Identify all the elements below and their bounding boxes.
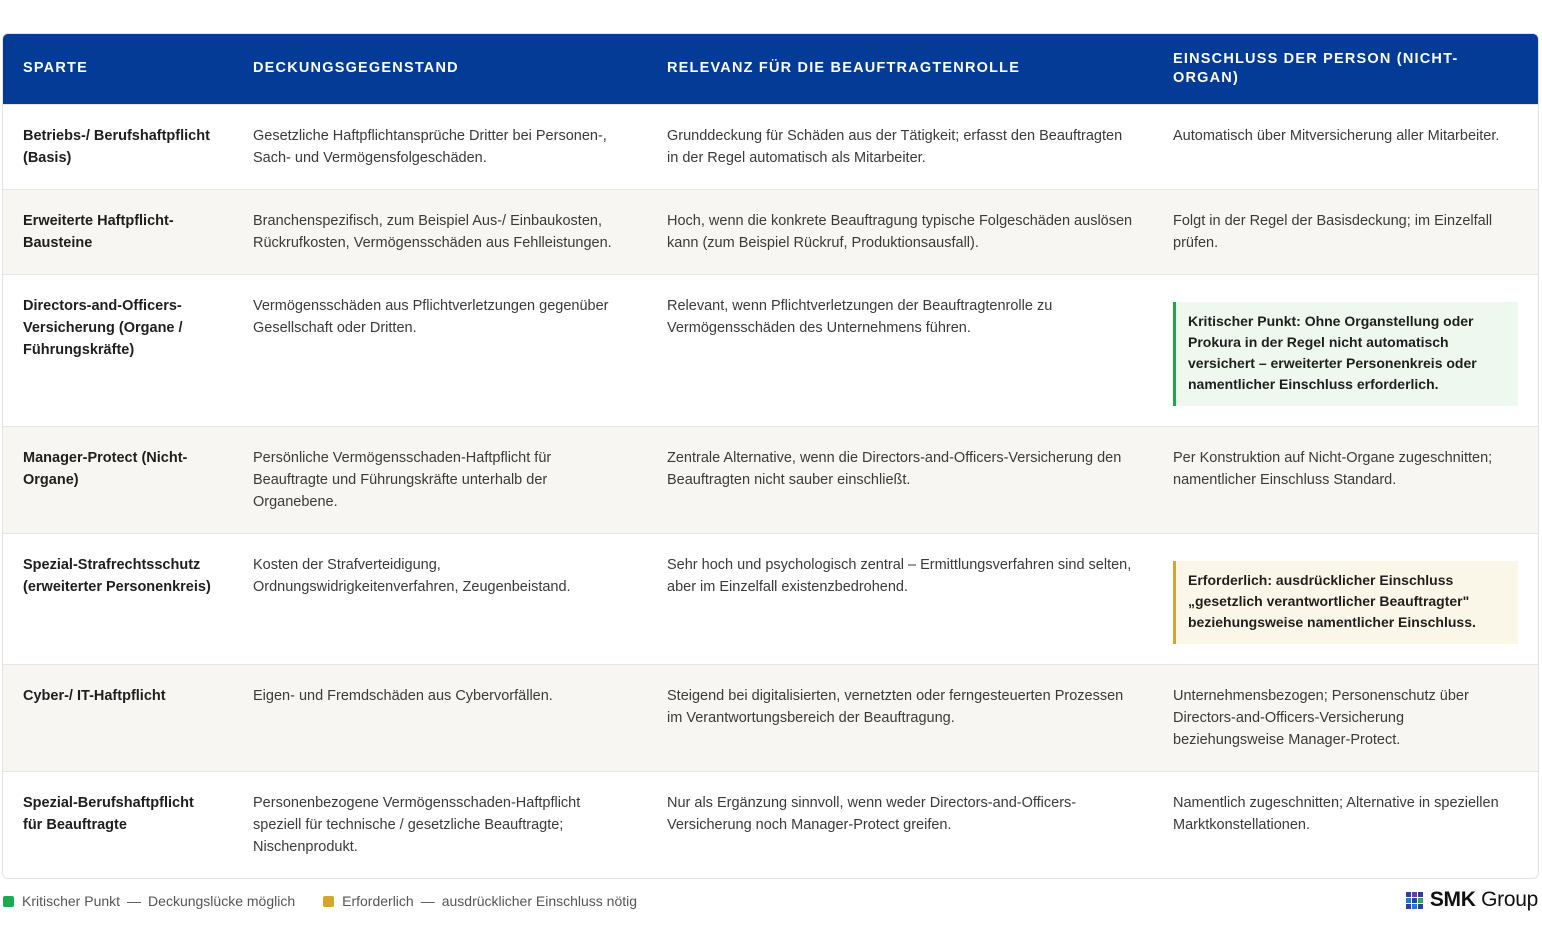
header-sparte: SPARTE: [23, 60, 88, 77]
cell-einschluss: Per Konstruktion auf Nicht-Organe zugeschnitten; namentlicher Einschluss Standard.: [1173, 449, 1493, 488]
cell-sparte: Spezial-Strafrechtsschutz (erweiterter Personenkreis): [23, 556, 211, 595]
cell-sparte: Spezial-Berufshaftpflicht für Beauftragte: [23, 794, 194, 833]
cell-deckung: Personenbezogene Vermögensschaden-Haftpflicht speziell für technische / gesetzliche Beauftragte; Nischenprodukt.: [253, 794, 581, 855]
cell-einschluss: Folgt in der Regel der Basisdeckung; im Einzelfall prüfen.: [1173, 212, 1493, 251]
cell-sparte: Cyber-/ IT-Haftpflicht: [23, 687, 166, 704]
critical-swatch-icon: [3, 896, 14, 907]
cell-relevanz: Nur als Ergänzung sinnvoll, wenn weder Directors-and-Officers-Versicherung noch Manager-Protect greifen.: [667, 794, 1077, 833]
cell-relevanz: Zentrale Alternative, wenn die Directors-and-Officers-Versicherung den Beauftragten nicht sauber einschließt.: [667, 449, 1122, 488]
cell-deckung: Kosten der Strafverteidigung, Ordnungswidrigkeitenverfahren, Zeugenbeistand.: [253, 556, 571, 595]
cell-sparte: Directors-and-Officers-Versicherung (Organe / Führungskräfte): [23, 297, 183, 358]
legend-item-required: [323, 893, 637, 909]
required-swatch-icon: [323, 896, 334, 907]
header-relevanz: RELEVANZ FÜR DIE BEAUFTRAGTENROLLE: [667, 60, 1021, 77]
cell-relevanz: Sehr hoch und psychologisch zentral – Ermittlungsverfahren sind selten, aber im Einzelfall existenzbedrohend.: [667, 556, 1132, 595]
cell-relevanz: Steigend bei digitalisierten, vernetzten oder ferngesteuerten Prozessen im Verantwortungsbereich der Beauftragung.: [667, 687, 1124, 726]
cell-einschluss: Namentlich zugeschnitten; Alternative in speziellen Marktkonstellationen.: [1173, 794, 1499, 833]
cell-deckung: Vermögensschäden aus Pflichtverletzungen gegenüber Gesellschaft oder Dritten.: [253, 297, 609, 336]
coverage-table-card: [2, 33, 1539, 879]
table-row: [3, 426, 1538, 533]
table-row: [3, 104, 1538, 189]
logo-text: [1430, 888, 1538, 912]
table-row: [3, 274, 1538, 426]
coverage-table: [3, 34, 1538, 878]
cell-deckung: Gesetzliche Haftpflichtansprüche Dritter bei Personen-, Sach- und Vermögensfolgeschäden.: [253, 127, 607, 166]
cell-einschluss: [1153, 274, 1538, 426]
legend-required-term: Erforderlich: [342, 893, 414, 909]
legend-critical-term: Kritischer Punkt: [22, 893, 121, 909]
logo-grid-icon: [1406, 892, 1423, 909]
cell-einschluss: Automatisch über Mitversicherung aller Mitarbeiter.: [1173, 127, 1500, 144]
table-row: [3, 189, 1538, 274]
cell-einschluss: [1153, 533, 1538, 664]
legend-required-desc: ausdrücklicher Einschluss nötig: [441, 893, 638, 909]
cell-sparte: Betriebs-/ Berufshaftpflicht (Basis): [23, 127, 210, 166]
legend-separator: —: [420, 893, 435, 909]
required-callout: Erforderlich: ausdrücklicher Einschluss „gesetzlich verantwortlicher Beauftragter" beziehungsweise namentlicher Einschluss.: [1173, 561, 1518, 644]
legend-separator: —: [127, 893, 142, 909]
legend-item-critical: [3, 893, 295, 909]
cell-relevanz: Hoch, wenn die konkrete Beauftragung typische Folgeschäden auslösen kann (zum Beispiel Rückruf, Produktionsausfall).: [667, 212, 1133, 251]
header-deckungsgegenstand: DECKUNGSGEGENSTAND: [253, 60, 459, 77]
header-einschluss: EINSCHLUSS DER PERSON (NICHT-ORGAN): [1173, 50, 1459, 86]
logo-brand: SMK: [1429, 888, 1476, 911]
company-logo: [1406, 888, 1538, 912]
cell-relevanz: Relevant, wenn Pflichtverletzungen der Beauftragtenrolle zu Vermögensschäden des Unternehmens führen.: [667, 297, 1053, 336]
cell-deckung: Branchenspezifisch, zum Beispiel Aus-/ Einbaukosten, Rückrufkosten, Vermögensschäden aus Fehlleistungen.: [253, 212, 612, 251]
cell-relevanz: Grunddeckung für Schäden aus der Tätigkeit; erfasst den Beauftragten in der Regel automatisch als Mitarbeiter.: [667, 127, 1123, 166]
table-body: [3, 104, 1538, 878]
cell-deckung: Persönliche Vermögensschaden-Haftpflicht für Beauftragte und Führungskräfte unterhalb der Organebene.: [253, 449, 552, 510]
cell-sparte: Erweiterte Haftpflicht-Bausteine: [23, 212, 174, 251]
table-row: [3, 664, 1538, 771]
logo-suffix: Group: [1481, 888, 1538, 911]
table-row: [3, 533, 1538, 664]
critical-callout: Kritischer Punkt: Ohne Organstellung oder Prokura in der Regel nicht automatisch versichert – erweiterter Personenkreis oder namentlicher Einschluss erforderlich.: [1173, 302, 1518, 406]
table-header: [3, 34, 1538, 104]
legend: [3, 893, 665, 909]
cell-sparte: Manager-Protect (Nicht-Organe): [23, 449, 188, 488]
header-row: [3, 34, 1538, 104]
cell-deckung: Eigen- und Fremdschäden aus Cybervorfällen.: [253, 687, 553, 704]
cell-einschluss: Unternehmensbezogen; Personenschutz über Directors-and-Officers-Versicherung beziehungsweise Manager-Protect.: [1173, 687, 1469, 748]
legend-critical-desc: Deckungslücke möglich: [148, 893, 296, 909]
table-row: [3, 771, 1538, 878]
